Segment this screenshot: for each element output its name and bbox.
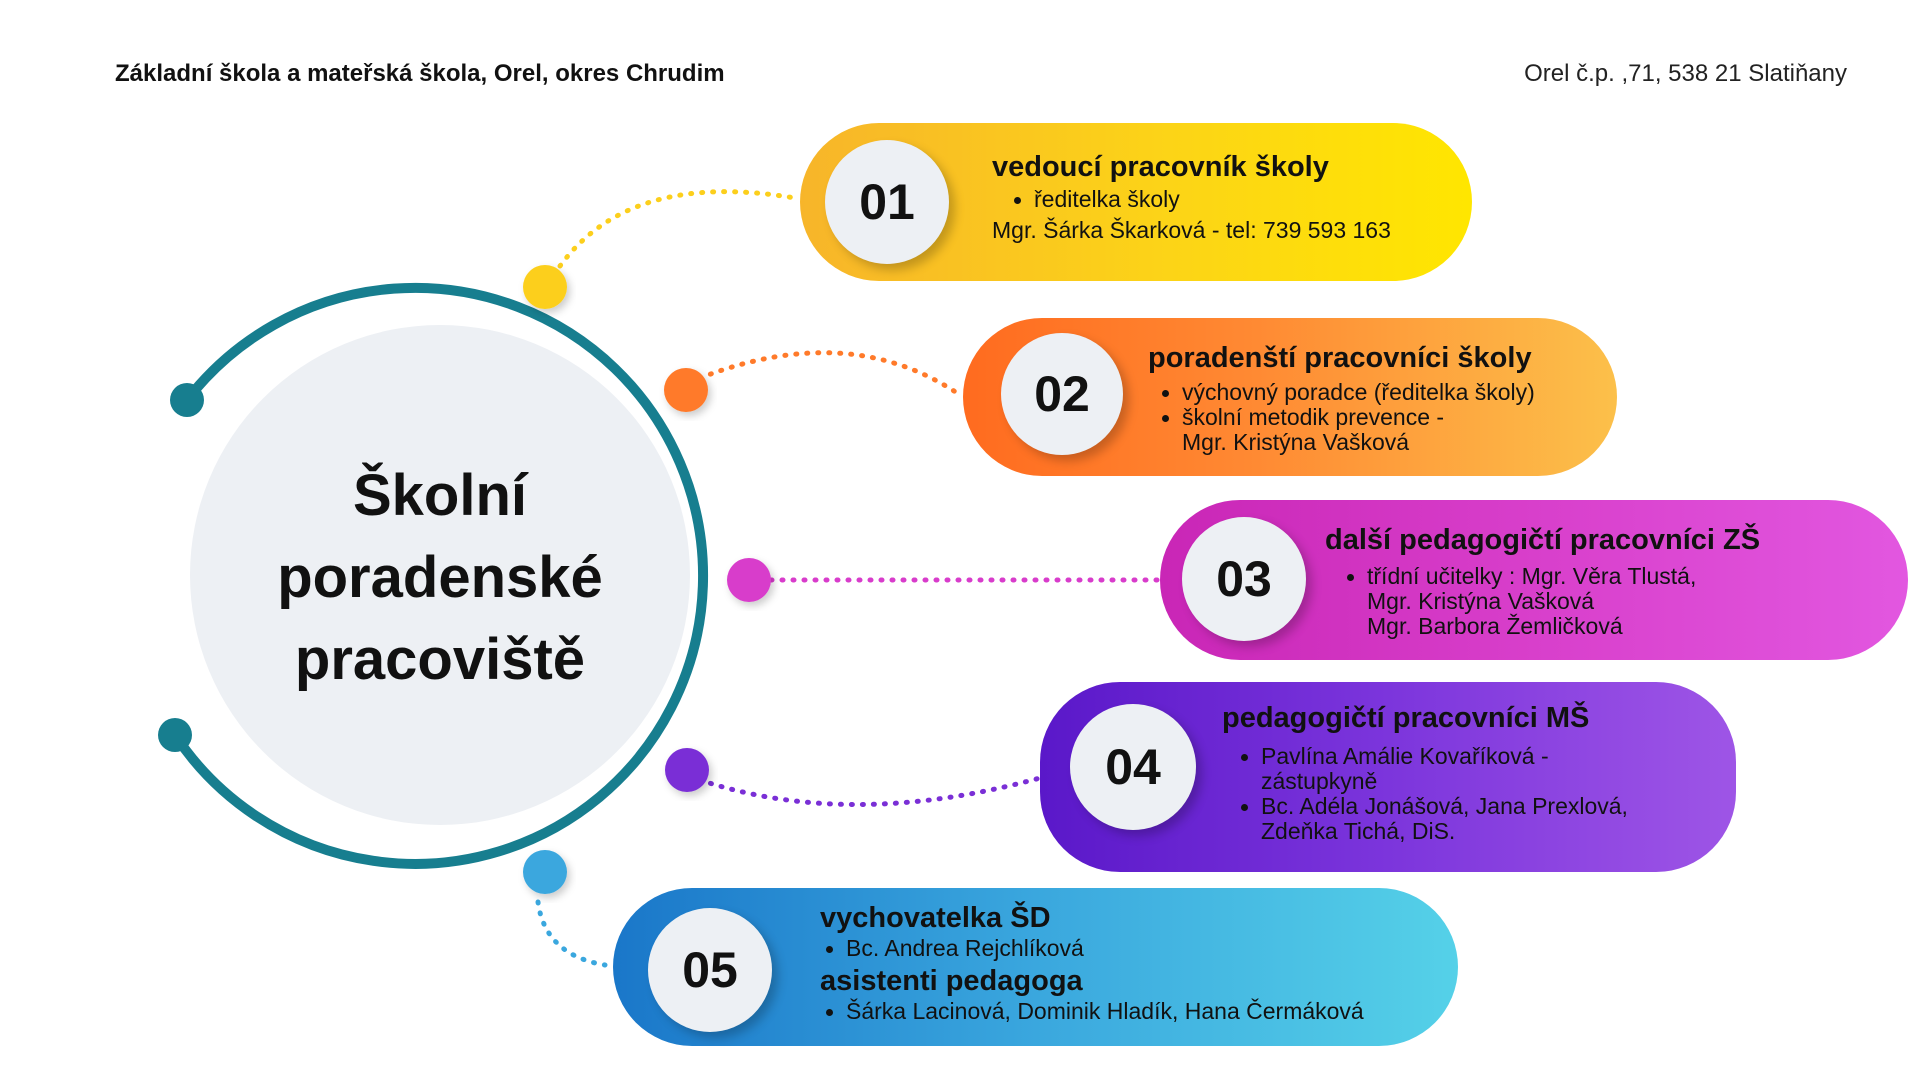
connector-01 [560,192,795,266]
ring-end-top [170,383,204,417]
connector-02 [700,353,960,395]
card-bullet-03-1-cont2: Mgr. Barbora Žemličková [1367,613,1623,639]
number-badge-04: 04 [1070,704,1196,830]
number-badge-03: 03 [1182,517,1306,641]
card-bullet-04-1-text: Pavlína Amálie Kovaříková - [1261,743,1549,769]
number-badge-05: 05 [648,908,772,1032]
number-badge-01: 01 [825,140,949,264]
card-bullet-03-1 [1343,564,1760,639]
node-04 [665,748,709,792]
card-bullet-05-2: Šárka Lacinová, Dominik Hladík, Hana Čermáková [822,999,1364,1024]
card-bullet-04-2-cont: Zdeňka Tichá, DiS. [1261,818,1456,844]
card-line-01: Mgr. Šárka Škarková - tel: 739 593 163 [992,217,1391,243]
card-bullet-01-1: ředitelka školy [1010,187,1391,212]
connector-05 [538,902,605,965]
card-bullet-04-1 [1237,744,1628,794]
card-title-01: vedoucí pracovník školy [992,151,1329,183]
card-title-02: poradenští pracovníci školy [1148,342,1532,374]
card-bullet-03-1-text: třídní učitelky : Mgr. Věra Tlustá, [1367,563,1697,589]
card-bullet-04-2-text: Bc. Adéla Jonášová, Jana Prexlová, [1261,793,1628,819]
card-bullet-04-2 [1237,794,1628,844]
card-bullet-04-1-cont: zástupkyně [1261,768,1378,794]
school-name: Základní škola a mateřská škola, Orel, okres Chrudim [115,60,725,87]
card-title-03: další pedagogičtí pracovníci ZŠ [1325,524,1761,556]
card-item-01 [800,123,1472,281]
center-title-line3: pracoviště [294,627,586,692]
school-address: Orel č.p. ,71, 538 21 Slatiňany [1524,60,1847,87]
card-item-05 [613,888,1458,1046]
card-item-03 [1160,500,1908,660]
center-title [190,455,690,701]
node-01 [523,265,567,309]
card-bullet-03-1-cont1: Mgr. Kristýna Vašková [1367,588,1595,614]
card-title-04: pedagogičtí pracovníci MŠ [1222,702,1590,734]
card-item-04 [1040,682,1736,872]
card-title-05: vychovatelka ŠD [820,902,1051,934]
number-badge-02: 02 [1001,333,1123,455]
card-bullet-02-2 [1158,405,1535,455]
ring-end-bottom [158,718,192,752]
card-bullet-02-1: výchovný poradce (ředitelka školy) [1158,380,1535,405]
node-02 [664,368,708,412]
connector-04 [700,778,1040,805]
center-title-line1: Školní [352,463,528,528]
center-title-line2: poradenské [277,545,603,610]
card-bullet-02-2-text: školní metodik prevence - [1182,404,1445,430]
card-bullet-05-1: Bc. Andrea Rejchlíková [822,936,1364,961]
card-item-02 [963,318,1617,476]
card-bullet-02-2-cont: Mgr. Kristýna Vašková [1182,429,1410,455]
card-title-05b: asistenti pedagoga [820,965,1083,997]
node-03 [727,558,771,602]
node-05 [523,850,567,894]
